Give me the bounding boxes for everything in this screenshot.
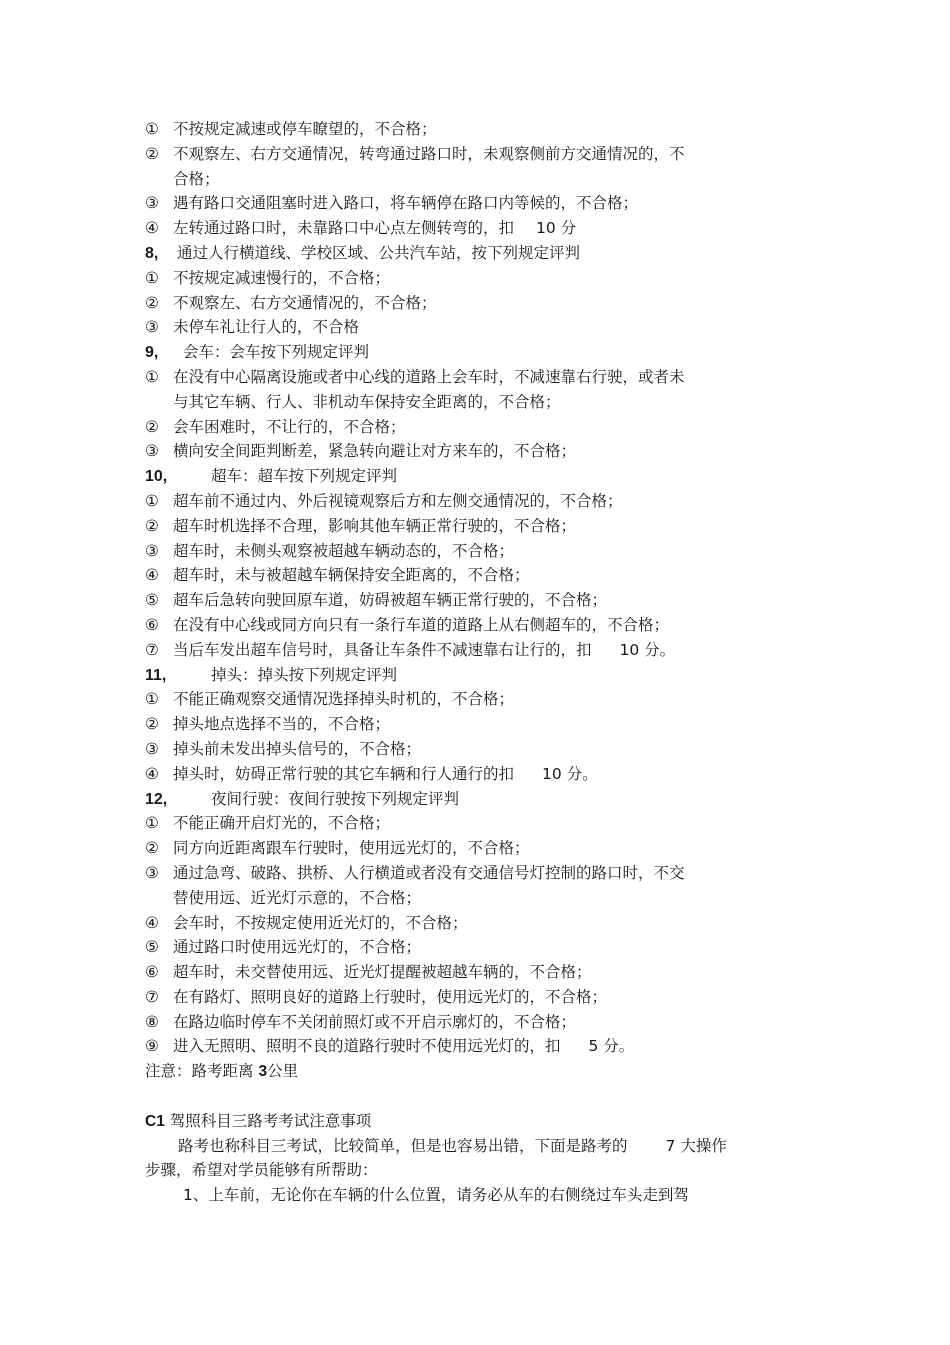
item-number: ① [145,367,159,386]
article-title-text: 驾照科目三路考考试注意事项 [169,1111,372,1130]
item-text: 超车时，未与被超越车辆保持安全距离的，不合格； [173,566,530,585]
item-text: 在没有中心线或同方向只有一条行车道的道路上从右侧超车的，不合格； [173,615,670,634]
section-title: 超车：超车按下列规定评判 [211,467,398,486]
section-title: 掉头：掉头按下列规定评判 [211,665,398,684]
item-number: ⑤ [145,591,159,610]
list-item [145,588,815,613]
list-item-continuation: 与其它车辆、行人、非机动车保持安全距离的，不合格； [173,392,561,411]
item-number: ⑥ [145,615,159,634]
section-heading-10 [145,464,815,489]
list-item [145,315,815,340]
item-text: 同方向近距离跟车行驶时，使用远光灯的，不合格； [173,839,530,858]
section-title: 通过人行横道线、学校区域、公共汽车站，按下列规定评判 [177,243,581,262]
item-number: ② [145,516,159,535]
item-text: 不按规定减速慢行的，不合格； [173,268,391,287]
note-label: 注意：路考距离 [145,1062,254,1081]
item-points: 10 分 [536,219,577,238]
item-number: ⑨ [145,1037,159,1056]
item-points: 5 分。 [588,1037,635,1056]
item-text: 超车时，未交替使用远、近光灯提醒被超越车辆的，不合格； [173,963,592,982]
item-text: 超车时，未侧头观察被超越车辆动态的，不合格； [173,541,515,560]
item-number: ① [145,690,159,709]
item-text: 掉头时，妨碍正常行驶的其它车辆和行人通行的扣 [173,764,515,783]
item-number: ⑦ [145,640,159,659]
item-text: 未停车礼让行人的，不合格 [173,318,360,337]
item-text: 掉头前未发出掉头信号的，不合格； [173,739,422,758]
list-item [145,960,815,985]
note-unit: 公里 [267,1062,299,1081]
item-text: 当后车发出超车信号时，具备让车条件不减速靠右让行的，扣 [173,640,592,659]
item-text: 遇有路口交通阻塞时进入路口，将车辆停在路口内等候的，不合格； [173,194,639,213]
item-number: ① [145,491,159,510]
spacer [145,1084,815,1109]
item-text: 超车时机选择不合理，影响其他车辆正常行驶的，不合格； [173,516,577,535]
item-text: 超车后急转向驶回原车道，妨碍被超车辆正常行驶的，不合格； [173,591,608,610]
item-number: ⑤ [145,938,159,957]
section-heading-12 [145,787,815,812]
note-value: 3 [258,1063,268,1081]
item-number: ④ [145,219,159,238]
item-number: ⑧ [145,1012,159,1031]
list-item [145,191,815,216]
distance-note [145,1059,815,1084]
list-item [145,216,815,241]
list-item-continuation: 合格； [173,169,220,188]
item-number: ③ [145,318,159,337]
list-item [145,985,815,1010]
item-points: 10 分。 [619,640,676,659]
section-number: 8, [145,244,159,262]
list-item [145,613,815,638]
paragraph-text: 大操作 [680,1136,727,1155]
item-text: 掉头地点选择不当的，不合格； [173,715,391,734]
list-item [145,142,815,167]
list-item [145,762,815,787]
item-text: 通过路口时使用远光灯的，不合格； [173,938,422,957]
item-number: ② [145,293,159,312]
item-number: ① [145,814,159,833]
list-item-continuation: 替使用远、近光灯示意的，不合格； [173,888,422,907]
list-item [145,911,815,936]
item-number: ② [145,715,159,734]
list-item [145,291,815,316]
article-title [145,1109,815,1134]
item-text: 不观察左、右方交通情况，转弯通过路口时，未观察侧前方交通情况的，不 [173,144,685,163]
section-number: 9, [145,344,159,362]
list-item [145,365,815,390]
document-body [145,117,815,1208]
item-text: 通过急弯、破路、拱桥、人行横道或者没有交通信号灯控制的路口时，不交 [173,863,685,882]
section-number: 12, [145,790,168,808]
article-title-prefix: C1 [145,1112,165,1130]
list-item [145,489,815,514]
item-text: 进入无照明、照明不良的道路行驶时不使用远光灯的，扣 [173,1037,561,1056]
section-heading-8 [145,241,815,266]
section-title: 夜间行驶：夜间行驶按下列规定评判 [211,789,460,808]
item-number: ① [145,120,159,138]
item-number: ⑥ [145,963,159,982]
item-number: ② [145,417,159,436]
item-number: ④ [145,913,159,932]
list-item [145,712,815,737]
item-text: 不能正确观察交通情况选择掉头时机的，不合格； [173,690,515,709]
item-text: 不观察左、右方交通情况的，不合格； [173,293,437,312]
list-item [145,687,815,712]
list-item [145,737,815,762]
item-number: ⑦ [145,987,159,1006]
item-number: ② [145,839,159,858]
item-number: ② [145,144,159,163]
item-points: 10 分。 [542,764,598,783]
item-text: 超车前不通过内、外后视镜观察后方和左侧交通情况的，不合格； [173,491,623,510]
list-item [145,1010,815,1035]
section-number: 11, [145,666,167,684]
list-item [145,539,815,564]
item-number: ④ [145,764,159,783]
item-text: 不按规定减速或停车瞭望的，不合格； [173,120,437,138]
item-number: ③ [145,194,159,213]
item-number: ③ [145,541,159,560]
list-item [145,836,815,861]
item-text: 横向安全间距判断差，紧急转向避让对方来车的，不合格； [173,442,577,461]
list-item [145,563,815,588]
article-paragraph-2: 1、上车前，无论你在车辆的什么位置，请务必从车的右侧绕过车头走到驾 [183,1186,689,1205]
section-heading-11 [145,663,815,688]
item-text: 左转通过路口时，未靠路口中心点左侧转弯的，扣 [173,219,515,238]
item-text: 会车困难时，不让行的，不合格； [173,417,406,436]
item-text: 在没有中心隔离设施或者中心线的道路上会车时，不减速靠右行驶，或者未 [173,367,685,386]
list-item [145,638,815,663]
list-item [145,861,815,886]
paragraph-text: 路考也称科目三考试，比较简单，但是也容易出错，下面是路考的 [178,1136,628,1155]
step-count: 7 [665,1136,676,1155]
item-number: ① [145,268,159,287]
item-text: 在路边临时停车不关闭前照灯或不开启示廓灯的，不合格； [173,1012,577,1031]
item-text: 会车时，不按规定使用近光灯的，不合格； [173,913,468,932]
list-item [145,439,815,464]
item-text: 在有路灯、照明良好的道路上行驶时，使用远光灯的，不合格； [173,987,608,1006]
article-paragraph-1-cont: 步骤，希望对学员能够有所帮助： [145,1161,378,1180]
list-item [145,514,815,539]
section-heading-9 [145,340,815,365]
list-item [145,1034,815,1059]
section-number: 10, [145,468,168,486]
item-number: ③ [145,442,159,461]
article-paragraph-1 [145,1134,815,1159]
list-item [145,935,815,960]
item-number: ③ [145,739,159,758]
list-item [145,811,815,836]
item-text: 不能正确开启灯光的，不合格； [173,814,391,833]
list-item [145,117,815,142]
list-item [145,266,815,291]
item-number: ③ [145,863,159,882]
list-item [145,415,815,440]
item-number: ④ [145,566,159,585]
section-title: 会车：会车按下列规定评判 [183,343,370,362]
